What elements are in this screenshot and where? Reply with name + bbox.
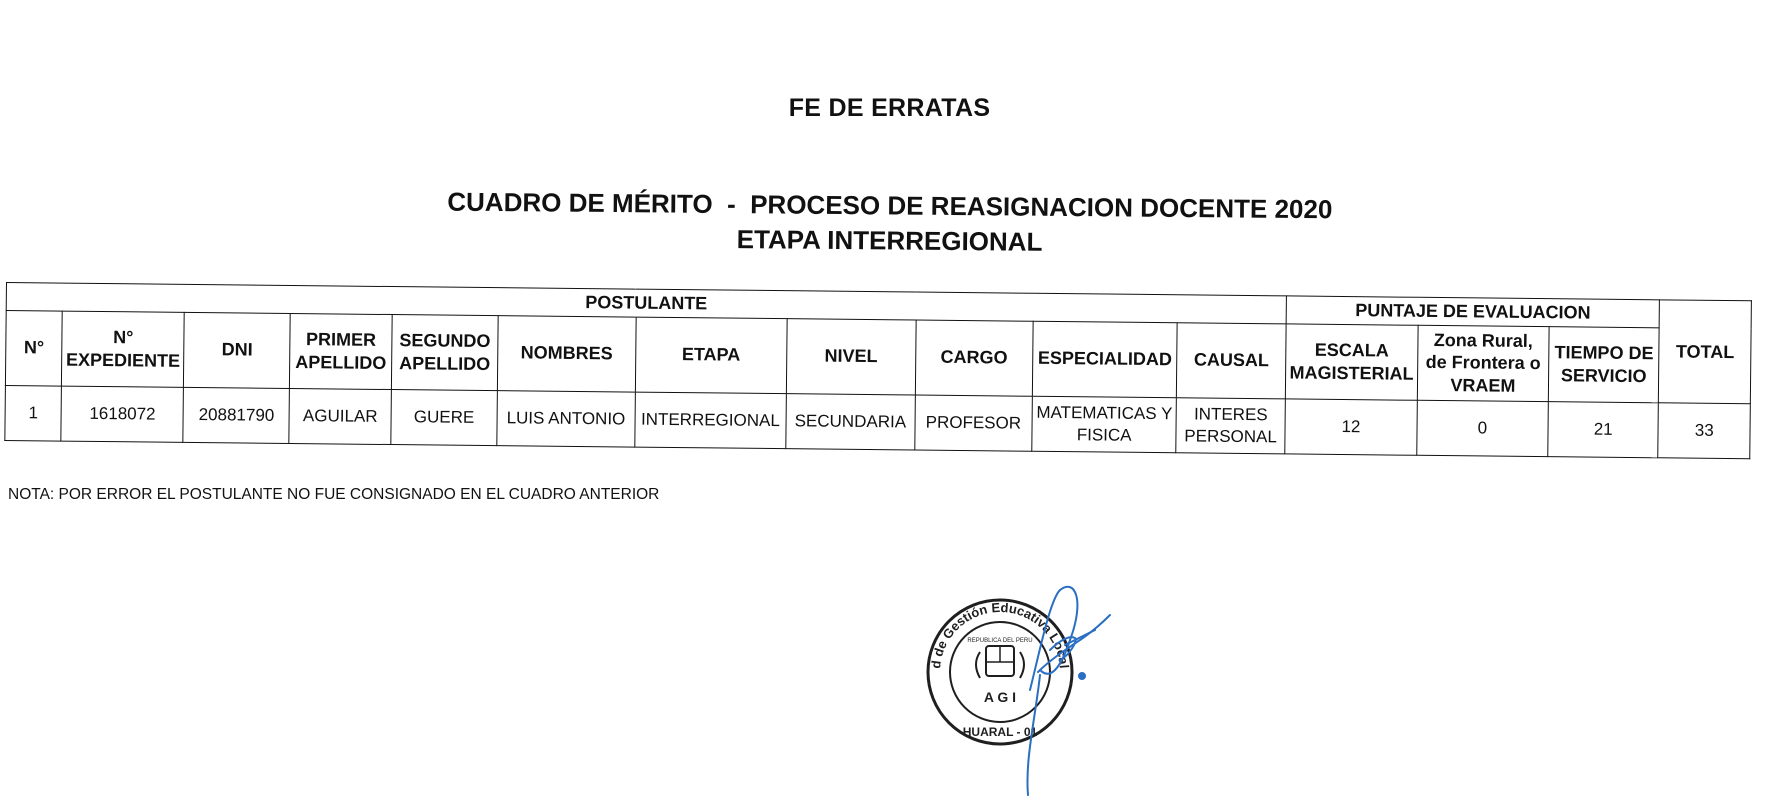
cell-total: 33 bbox=[1658, 402, 1750, 458]
col-header-escala: ESCALA MAGISTERIAL bbox=[1285, 323, 1418, 399]
cell-escala: 12 bbox=[1285, 398, 1418, 454]
col-header-nombres: NOMBRES bbox=[497, 315, 635, 391]
stamp-center-text: A G I bbox=[983, 689, 1017, 705]
cell-zona: 0 bbox=[1417, 400, 1548, 456]
peru-coat-of-arms-icon bbox=[967, 638, 1032, 678]
stamp-bottom-text: HUARAL - 01 bbox=[962, 725, 1038, 739]
cell-expediente: 1618072 bbox=[61, 386, 183, 442]
cell-nivel: SECUNDARIA bbox=[786, 393, 915, 449]
col-header-dni: DNI bbox=[184, 312, 291, 388]
merit-table bbox=[4, 282, 1752, 459]
stamp-outer-text: d de Gestión Educativa Local bbox=[928, 599, 1072, 670]
col-header-especialidad: ESPECIALIDAD bbox=[1032, 321, 1177, 398]
official-stamp-icon bbox=[900, 580, 1180, 800]
footnote: NOTA: POR ERROR EL POSTULANTE NO FUE CONSIGNADO EN EL CUADRO ANTERIOR bbox=[8, 486, 660, 503]
title-block bbox=[379, 186, 1400, 261]
cell-etapa: INTERREGIONAL bbox=[635, 392, 787, 449]
errata-title: FE DE ERRATAS bbox=[788, 94, 991, 122]
cell-segundo-apellido: GUERE bbox=[391, 389, 498, 445]
main-title: CUADRO DE MÉRITO - PROCESO DE REASIGNACION DOCENTE 2020 bbox=[447, 186, 1333, 225]
group-header-puntaje: PUNTAJE DE EVALUACION bbox=[1286, 296, 1660, 327]
cell-especialidad: MATEMATICAS Y FISICA bbox=[1032, 396, 1177, 453]
col-header-total: TOTAL bbox=[1659, 300, 1752, 403]
cell-cargo: PROFESOR bbox=[914, 395, 1032, 451]
merit-table-wrapper bbox=[4, 282, 1752, 459]
stage-title: ETAPA INTERREGIONAL bbox=[736, 224, 1043, 257]
cell-number: 1 bbox=[5, 385, 62, 441]
cell-tiempo: 21 bbox=[1548, 401, 1659, 457]
col-header-etapa: ETAPA bbox=[635, 317, 787, 394]
group-header-postulante: POSTULANTE bbox=[6, 283, 1286, 324]
col-header-zona: Zona Rural, de Frontera o VRAEM bbox=[1417, 325, 1549, 401]
col-header-primer-apellido: PRIMER APELLIDO bbox=[290, 313, 392, 389]
stamp-and-signature bbox=[900, 580, 1180, 800]
col-header-cargo: CARGO bbox=[915, 320, 1033, 396]
col-header-tiempo: TIEMPO DE SERVICIO bbox=[1548, 326, 1659, 402]
col-header-number: N° bbox=[5, 310, 62, 386]
cell-causal: INTERES PERSONAL bbox=[1176, 397, 1285, 453]
cell-nombres: LUIS ANTONIO bbox=[497, 390, 635, 446]
col-header-expediente: N° EXPEDIENTE bbox=[62, 311, 185, 387]
cell-dni: 20881790 bbox=[183, 387, 290, 443]
col-header-segundo-apellido: SEGUNDO APELLIDO bbox=[391, 314, 498, 390]
col-header-causal: CAUSAL bbox=[1177, 322, 1286, 398]
stamp-emblem-text: REPUBLICA DEL PERU bbox=[967, 638, 1033, 644]
col-header-nivel: NIVEL bbox=[786, 318, 915, 394]
cell-primer-apellido: AGUILAR bbox=[289, 388, 391, 444]
